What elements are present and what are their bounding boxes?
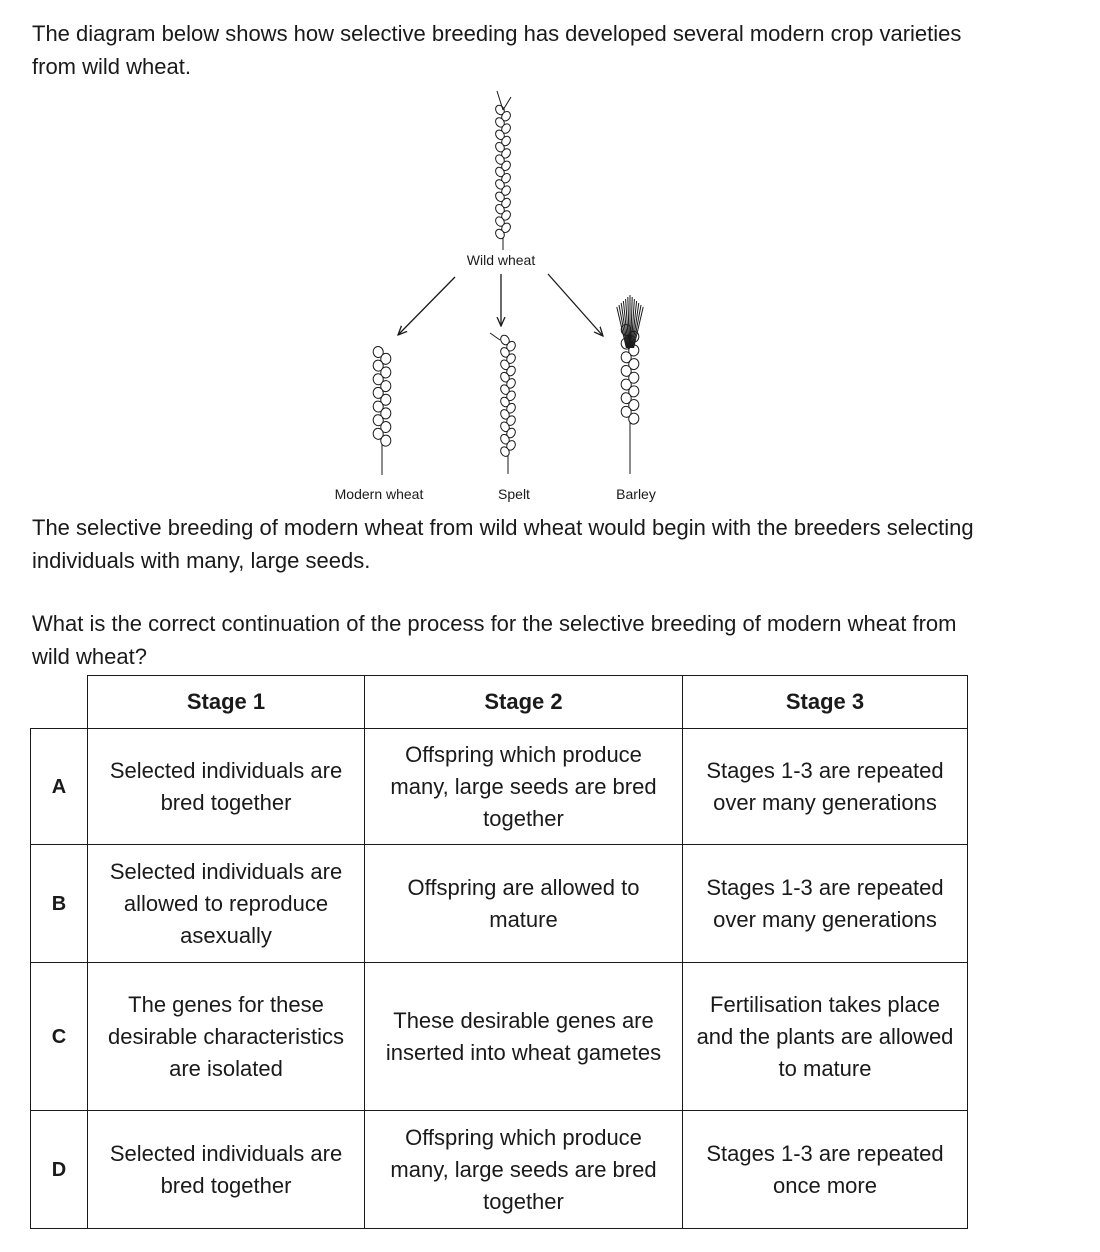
option-row-d[interactable]	[31, 1111, 968, 1229]
modern-wheat-label: Modern wheat	[334, 486, 424, 502]
modern-wheat-spike-icon	[372, 346, 391, 475]
stage-2-cell: These desirable genes are inserted into wheat gametes	[365, 963, 683, 1111]
stage-1-cell: The genes for these desirable characteristics are isolated	[88, 963, 365, 1111]
wild-wheat-label: Wild wheat	[466, 252, 536, 268]
spelt-spike-icon	[490, 333, 517, 474]
option-letter: B	[31, 845, 88, 963]
stage-3-cell: Stages 1-3 are repeated over many generations	[683, 845, 968, 963]
stage-1-cell: Selected individuals are bred together	[88, 729, 365, 845]
header-stage-3: Stage 3	[683, 676, 968, 729]
header-stage-2: Stage 2	[365, 676, 683, 729]
stage-2-cell: Offspring which produce many, large seeds are bred together	[365, 729, 683, 845]
stage-2-cell: Offspring are allowed to mature	[365, 845, 683, 963]
spelt-label: Spelt	[498, 486, 530, 502]
statement-text: The selective breeding of modern wheat from wild wheat would begin with the breeders selecting individuals with many, large seeds.	[32, 515, 974, 573]
arrow-to-modern-wheat	[398, 277, 455, 335]
stage-3-cell: Fertilisation takes place and the plants are allowed to mature	[683, 963, 968, 1111]
option-letter: D	[31, 1111, 88, 1229]
option-letter: C	[31, 963, 88, 1111]
header-stage-1: Stage 1	[88, 676, 365, 729]
intro-text: The diagram below shows how selective breeding has developed several modern crop varieties from wild wheat.	[32, 21, 962, 79]
question-text: What is the correct continuation of the process for the selective breeding of modern wheat from wild wheat?	[32, 611, 957, 669]
barley-spike-icon	[617, 295, 643, 474]
stage-3-cell: Stages 1-3 are repeated once more	[683, 1111, 968, 1229]
table-header-row	[31, 676, 968, 729]
stage-1-cell: Selected individuals are bred together	[88, 1111, 365, 1229]
option-row-b[interactable]	[31, 845, 968, 963]
stage-3-cell: Stages 1-3 are repeated over many generations	[683, 729, 968, 845]
header-blank-cell	[31, 676, 88, 729]
options-table	[30, 675, 968, 1229]
option-row-a[interactable]	[31, 729, 968, 845]
selective-breeding-diagram	[300, 85, 700, 510]
option-row-c[interactable]	[31, 963, 968, 1111]
barley-label: Barley	[616, 486, 656, 502]
option-letter: A	[31, 729, 88, 845]
stage-1-cell: Selected individuals are allowed to reproduce asexually	[88, 845, 365, 963]
stage-2-cell: Offspring which produce many, large seeds are bred together	[365, 1111, 683, 1229]
wild-wheat-spike-icon	[494, 91, 512, 250]
arrow-to-barley	[548, 274, 603, 336]
